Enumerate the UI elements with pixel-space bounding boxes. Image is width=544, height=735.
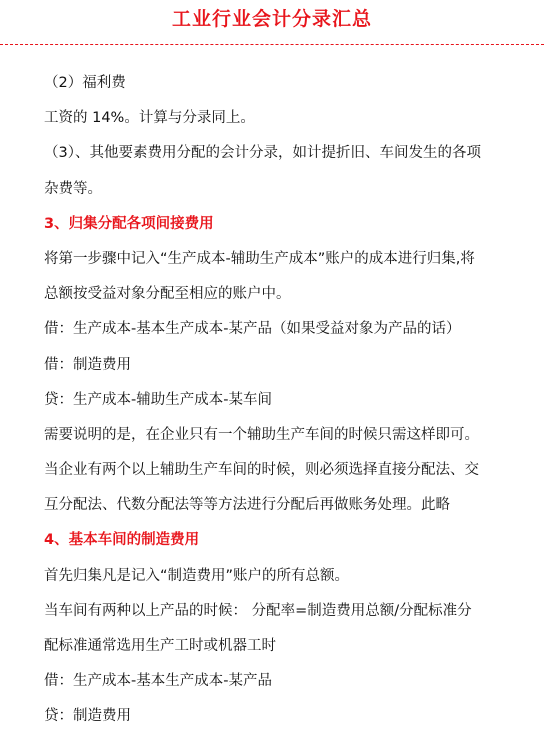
- section-line: （2）福利费: [44, 75, 126, 91]
- paragraph-line: 工资的 14%。计算与分录同上。: [44, 110, 255, 127]
- section-heading: 3、归集分配各项间接费用: [44, 215, 214, 232]
- paragraph-line: 互分配法、代数分配法等等方法进行分配后再做账务处理。此略: [44, 497, 450, 514]
- paragraph-line: 总额按受益对象分配至相应的账户中。: [44, 286, 291, 303]
- paragraph-line: 配标准通常选用生产工时或机器工时: [44, 638, 276, 654]
- title-divider: [0, 44, 544, 45]
- journal-entry-credit: 贷：生产成本-辅助生产成本-某车间: [44, 391, 272, 408]
- paragraph-line: 当企业有两个以上辅助生产车间的时候，则必须选择直接分配法、交: [44, 462, 479, 479]
- document-body: [44, 66, 544, 735]
- paragraph-line: 将第一步骤中记入“生产成本-辅助生产成本”账户的成本进行归集,将: [44, 250, 475, 267]
- section-heading: 4、基本车间的制造费用: [44, 532, 200, 549]
- journal-entry-debit: 借：制造费用: [44, 356, 131, 373]
- section-line: （3）、其他要素费用分配的会计分录，如计提折旧、车间发生的各项: [44, 145, 481, 162]
- page-header: [0, 0, 544, 48]
- paragraph-line: 首先归集凡是记入“制造费用”账户的所有总额。: [44, 567, 350, 584]
- paragraph-line: 杂费等。: [44, 180, 102, 197]
- paragraph-line: 当车间有两种以上产品的时候： 分配率=制造费用总额/分配标准分: [44, 602, 472, 619]
- journal-entry-debit: 借：生产成本-基本生产成本-某产品（如果受益对象为产品的话）: [44, 321, 461, 338]
- journal-entry-debit: 借：生产成本-基本生产成本-某产品: [44, 673, 272, 690]
- paragraph-line: 需要说明的是，在企业只有一个辅助生产车间的时候只需这样即可。: [44, 426, 479, 443]
- document-title: 工业行业会计分录汇总: [171, 8, 372, 30]
- journal-entry-credit: 贷：制造费用: [44, 708, 131, 725]
